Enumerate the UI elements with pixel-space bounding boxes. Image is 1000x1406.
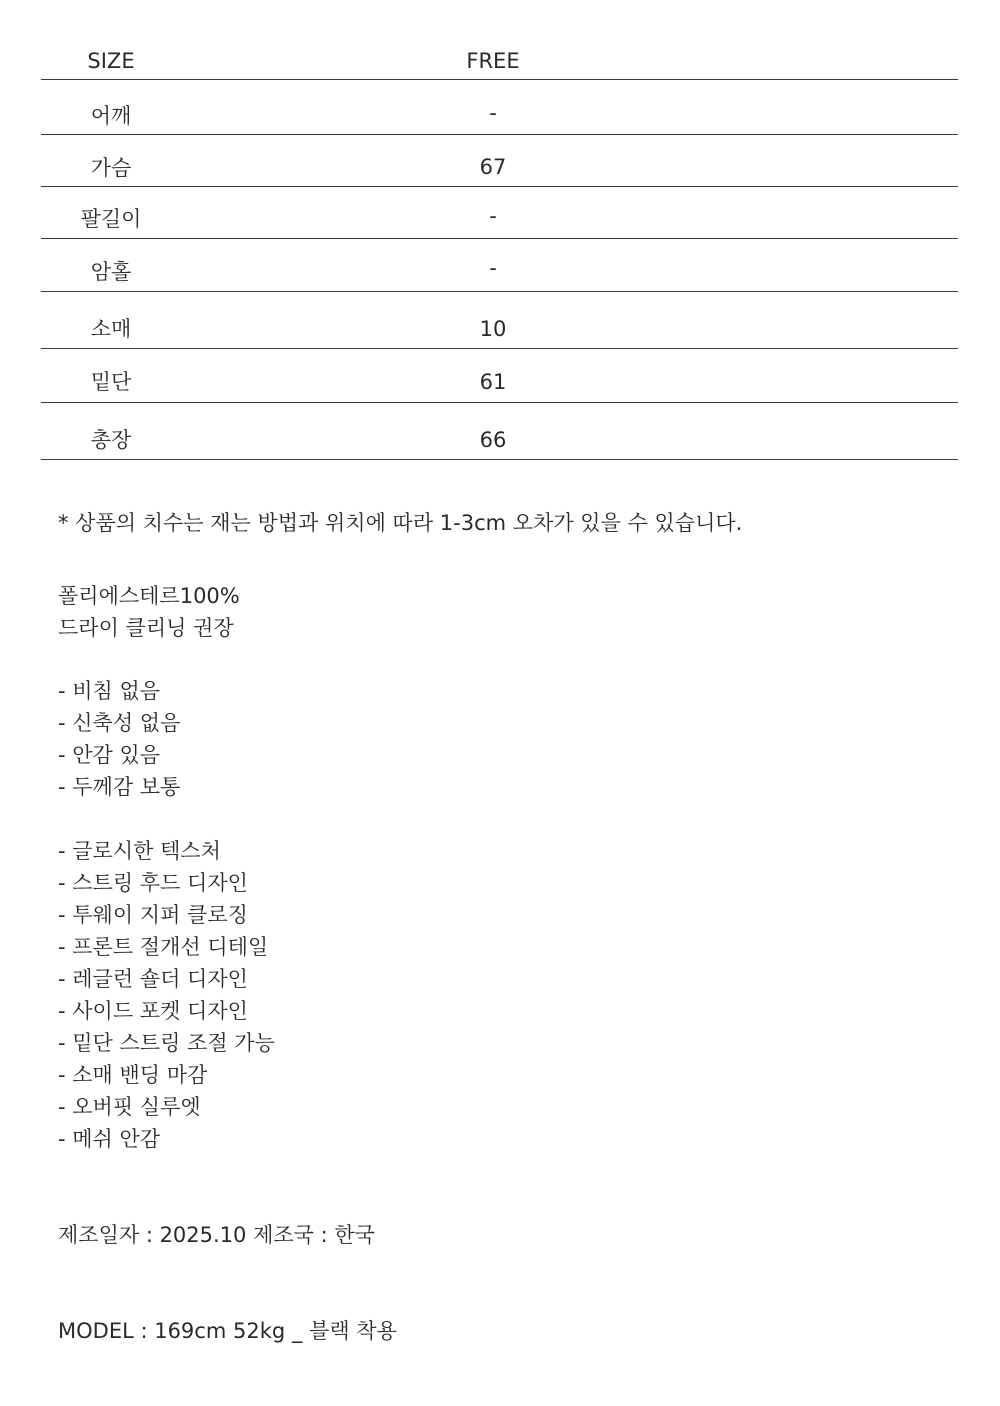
- feature-item: - 소매 밴딩 마감: [58, 1063, 208, 1087]
- measure-value-sleeve: 10: [479, 317, 507, 341]
- measure-value-hem: 61: [479, 370, 507, 394]
- manufacture-info: 제조일자 : 2025.10 제조국 : 한국: [58, 1223, 375, 1247]
- measure-value-total-length: 66: [479, 428, 507, 452]
- table-row: [41, 79, 958, 135]
- table-row: [41, 402, 958, 460]
- size-header-label: SIZE: [87, 49, 135, 73]
- table-row: [41, 186, 958, 239]
- property-item: - 신축성 없음: [58, 711, 181, 735]
- property-item: - 안감 있음: [58, 743, 161, 767]
- feature-item: - 프론트 절개선 디테일: [58, 935, 269, 959]
- measure-label-sleeve: 소매: [90, 317, 132, 341]
- feature-item: - 밑단 스트링 조절 가능: [58, 1031, 275, 1055]
- size-header-value: FREE: [466, 49, 520, 73]
- measure-label-hem: 밑단: [90, 370, 132, 394]
- feature-item: - 메쉬 안감: [58, 1127, 161, 1151]
- table-row: [41, 291, 958, 349]
- material-fabric: 폴리에스테르100%: [58, 584, 240, 608]
- measure-label-chest: 가슴: [90, 156, 132, 180]
- measure-label-shoulder: 어깨: [90, 104, 132, 128]
- property-item: - 두께감 보통: [58, 775, 181, 799]
- feature-item: - 오버핏 실루엣: [58, 1095, 201, 1119]
- measure-label-sleeve-length: 팔길이: [80, 207, 142, 231]
- measurement-note: * 상품의 치수는 재는 방법과 위치에 따라 1-3cm 오차가 있을 수 있습니다.: [58, 511, 743, 535]
- material-care: 드라이 클리닝 권장: [58, 616, 234, 640]
- feature-item: - 투웨이 지퍼 클로징: [58, 903, 248, 927]
- model-info: MODEL : 169cm 52kg _ 블랙 착용: [58, 1319, 397, 1343]
- measure-value-armhole: -: [489, 256, 497, 280]
- property-item: - 비침 없음: [58, 679, 161, 703]
- table-row: [41, 134, 958, 187]
- measure-label-total-length: 총장: [90, 428, 132, 452]
- measure-value-chest: 67: [479, 155, 507, 179]
- feature-item: - 스트링 후드 디자인: [58, 871, 248, 895]
- feature-item: - 레글런 숄더 디자인: [58, 967, 248, 991]
- measure-value-shoulder: -: [489, 101, 497, 125]
- table-row: [41, 348, 958, 403]
- feature-item: - 글로시한 텍스처: [58, 839, 221, 863]
- measure-label-armhole: 암홀: [90, 260, 132, 284]
- size-table-header: [41, 0, 958, 80]
- measure-value-sleeve-length: -: [489, 204, 497, 228]
- table-row: [41, 238, 958, 292]
- feature-item: - 사이드 포켓 디자인: [58, 999, 248, 1023]
